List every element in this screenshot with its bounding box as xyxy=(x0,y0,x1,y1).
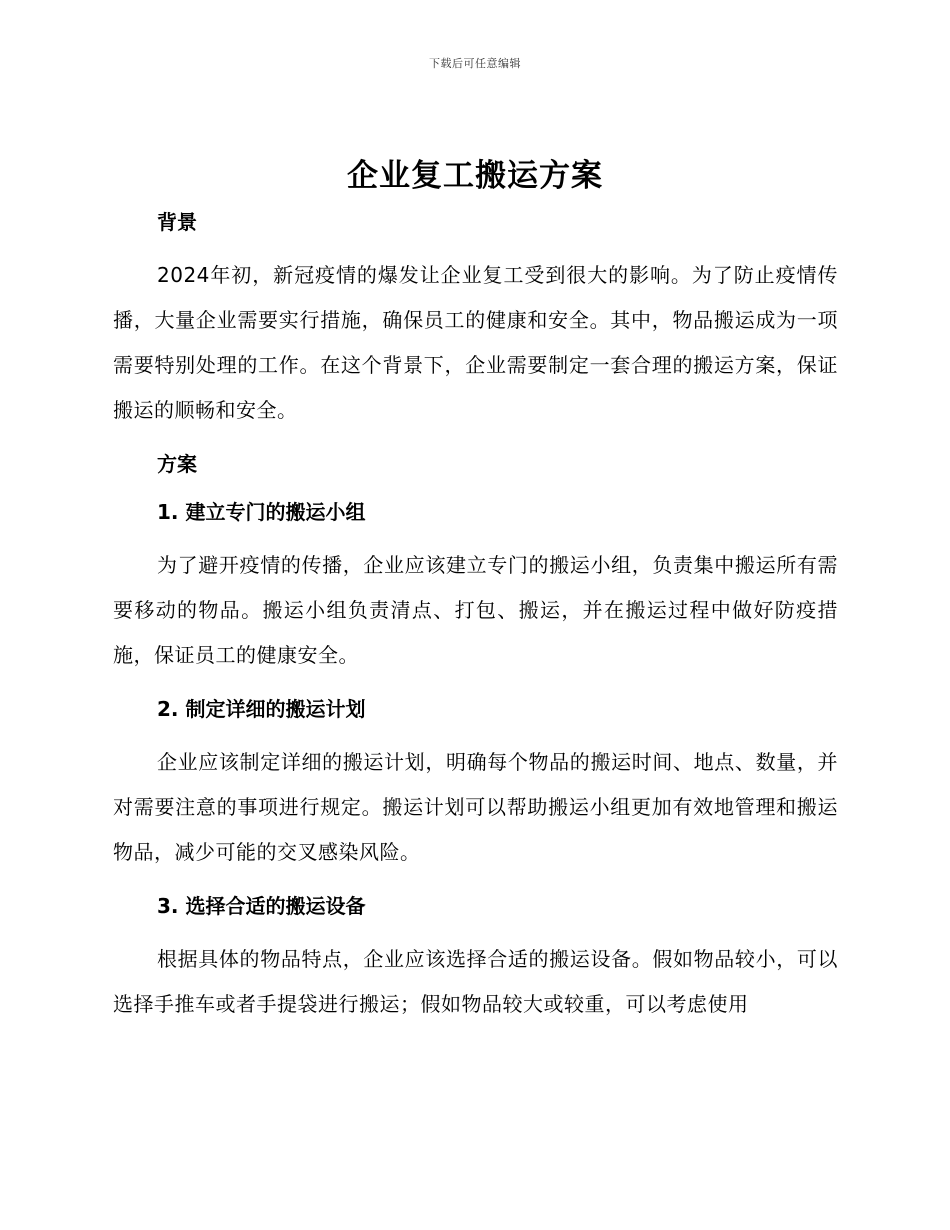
header-note: 下载后可任意编辑 xyxy=(429,57,521,70)
section-heading-2: 2. 制定详细的搬运计划 xyxy=(157,697,366,721)
section-paragraph-background: 2024年初，新冠疫情的爆发让企业复工受到很大的影响。为了防止疫情传播，大量企业需要实行措施，确保员工的健康和安全。其中，物品搬运成为一项需要特别处理的工作。在这个背景下，企业需要制定一套合理的搬运方案，保证搬运的顺畅和安全。 xyxy=(113,263,838,422)
section-heading-plan: 方案 xyxy=(157,452,197,476)
document-title: 企业复工搬运方案 xyxy=(347,158,603,194)
section-paragraph-1: 为了避开疫情的传播，企业应该建立专门的搬运小组，负责集中搬运所有需要移动的物品。搬运小组负责清点、打包、搬运，并在搬运过程中做好防疫措施，保证员工的健康安全。 xyxy=(113,553,838,667)
section-paragraph-2: 企业应该制定详细的搬运计划，明确每个物品的搬运时间、地点、数量，并对需要注意的事项进行规定。搬运计划可以帮助搬运小组更加有效地管理和搬运物品，减少可能的交叉感染风险。 xyxy=(113,750,838,864)
section-heading-3: 3. 选择合适的搬运设备 xyxy=(157,894,366,918)
document-body xyxy=(113,205,838,1027)
section-heading-1: 1. 建立专门的搬运小组 xyxy=(157,500,366,524)
section-heading-background: 背景 xyxy=(157,210,197,234)
section-paragraph-3: 根据具体的物品特点，企业应该选择合适的搬运设备。假如物品较小，可以选择手推车或者手提袋进行搬运；假如物品较大或较重，可以考虑使用 xyxy=(113,947,838,1016)
